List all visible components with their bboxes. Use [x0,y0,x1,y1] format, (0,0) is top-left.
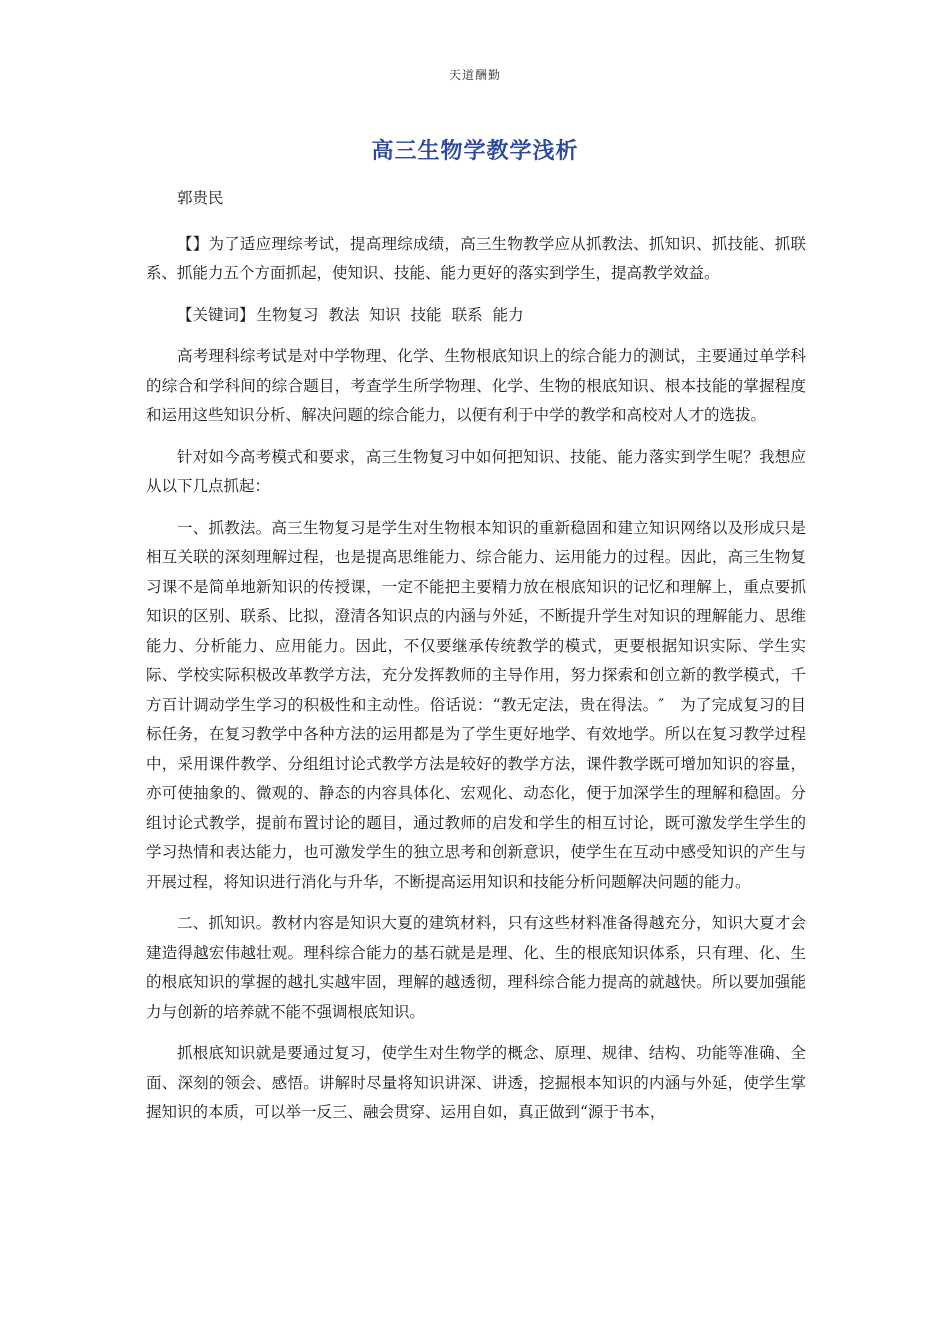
body-paragraph: 二、抓知识。教材内容是知识大夏的建筑材料，只有这些材料准备得越充分，知识大夏才会建造得越宏伟越壮观。理科综合能力的基石就是是理、化、生的根底知识体系，只有理、化、生的根底知识的掌握的越扎实越牢固，理解的越透彻，理科综合能力提高的就越快。所以要加强能力与创新的培养就不能不强调根底知识。 [146,914,806,1021]
keyword: 联系 [451,305,483,324]
author-name: 郭贵民 [177,189,224,207]
keywords-line [146,301,806,331]
abstract-paragraph: 【】为了适应理综考试，提高理综成绩，高三生物教学应从抓教法、抓知识、抓技能、抓联系、抓能力五个方面抓起，使知识、技能、能力更好的落实到学生，提高教学效益。 [146,234,806,282]
body-paragraph: 针对如今高考模式和要求，高三生物复习中如何把知识、技能、能力落实到学生呢？我想应从以下几点抓起： [146,447,806,495]
keyword: 技能 [410,305,442,324]
document-title: 高三生物学教学浅析 [371,138,579,164]
keyword: 知识 [369,305,401,324]
document-body [146,184,806,1140]
keyword: 能力 [492,305,524,324]
page-header: 天道酬勤 [448,68,501,82]
body-paragraph: 高考理科综考试是对中学物理、化学、生物根底知识上的综合能力的测试，主要通过单学科的综合和学科间的综合题目，考查学生所学物理、化学、生物的根底知识、根本技能的掌握程度和运用这些知识分析、解决问题的综合能力，以便有利于中学的教学和高校对人才的选拔。 [146,347,806,424]
body-paragraph: 一、抓教法。高三生物复习是学生对生物根本知识的重新稳固和建立知识网络以及形成只是相互关联的深刻理解过程，也是提高思维能力、综合能力、运用能力的过程。因此，高三生物复习课不是简单地新知识的传授课，一定不能把主要精力放在根底知识的记忆和理解上，重点要抓知识的区别、联系、比拟，澄清各知识点的内涵与外延，不断提升学生对知识的理解能力、思维能力、分析能力、应用能力。因此，不仅要继承传统教学的模式，更要根据知识实际、学生实际、学校实际积极改革教学方法，充分发挥教师的主导作用，努力探索和创立新的教学模式，千方百计调动学生学习的积极性和主动性。俗话说：“教无定法，贵在得法。″ 为了完成复习的目标任务，在复习教学中各种方法的运用都是为了学生更好地学、有效地学。所以在复习教学过程中，采用课件教学、分组组讨论式教学方法是较好的教学方法，课件教学既可增加知识的容量，亦可使抽象的、微观的、静态的内容具体化、宏观化、动态化，便于加深学生的理解和稳固。分组讨论式教学，提前布置讨论的题目，通过教师的启发和学生的相互讨论，既可激发学生学生的学习热情和表达能力，也可激发学生的独立思考和创新意识，使学生在互动中感受知识的产生与开展过程，将知识进行消化与升华，不断提高运用知识和技能分析问题解决问题的能力。 [146,518,806,891]
keywords-label: 【关键词】 [177,305,255,324]
keyword: 生物复习 [256,305,319,324]
keyword: 教法 [328,305,360,324]
body-paragraph: 抓根底知识就是要通过复习，使学生对生物学的概念、原理、规律、结构、功能等准确、全面、深刻的领会、感悟。讲解时尽量将知识讲深、讲透，挖掘根本知识的内涵与外延，使学生掌握知识的本质，可以举一反三、融会贯穿、运用自如，真正做到“源于书本， [146,1044,806,1121]
